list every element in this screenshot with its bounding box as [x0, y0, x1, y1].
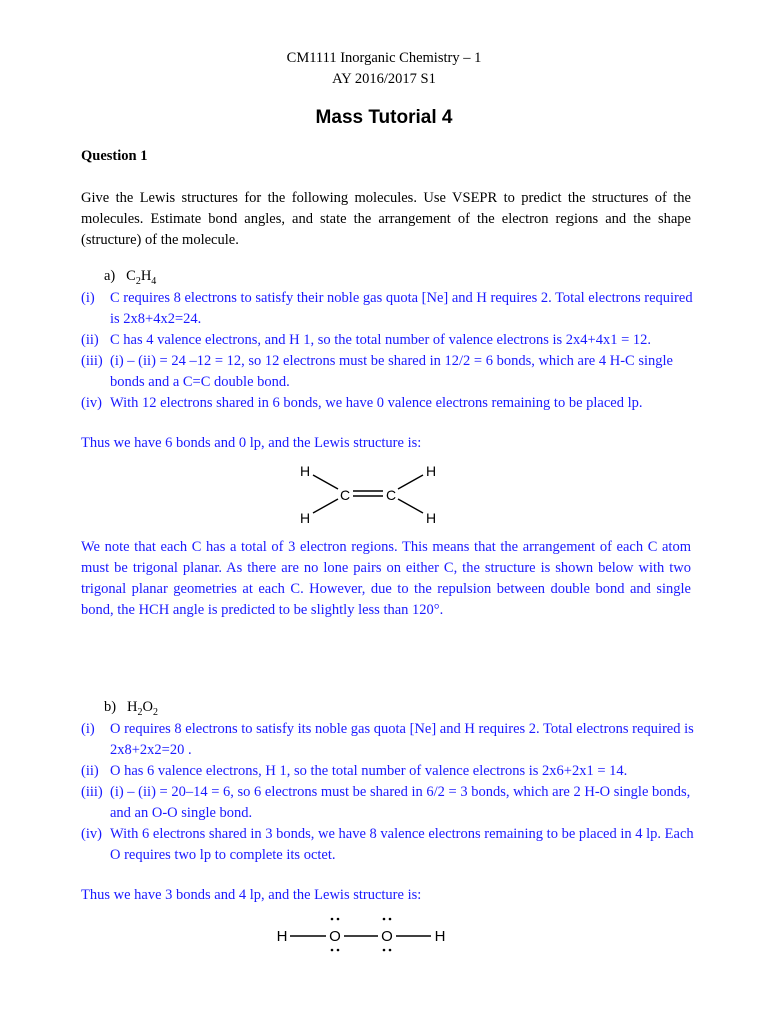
part-a-item	[81, 393, 701, 414]
part-b-lewis-intro: Thus we have 3 bonds and 4 lp, and the Lewis structure is:	[81, 887, 422, 903]
course-line: CM1111 Inorganic Chemistry – 1	[286, 50, 482, 66]
atom-h: H	[425, 463, 437, 479]
atom-o: O	[329, 928, 341, 945]
atom-h: H	[434, 928, 446, 945]
item-text: (i) – (ii) = 24 –12 = 12, so 12 electrons must be shared in 12/2 = 6 bonds, which are 4 H-C single bonds and a C=C double bond.	[110, 353, 673, 390]
item-number: (ii)	[81, 332, 99, 348]
part-a-label: a)	[104, 268, 116, 284]
part-b-item	[81, 824, 701, 866]
page-title: Mass Tutorial 4	[315, 107, 453, 128]
question-prompt: Give the Lewis structures for the following molecules. Use VSEPR to predict the structures of the molecules. Estimate bond angles, and state the arrangement of the electron regions and the shape (structure) of the molecule.	[81, 190, 691, 248]
item-text: O has 6 valence electrons, H 1, so the total number of valence electrons is 2x6+2x1 = 14.	[110, 763, 628, 779]
item-number: (iii)	[81, 353, 103, 369]
item-number: (i)	[81, 721, 95, 737]
part-a-item	[81, 351, 701, 393]
part-a-lewis-intro: Thus we have 6 bonds and 0 lp, and the Lewis structure is:	[81, 435, 422, 451]
atom-c: C	[385, 487, 397, 503]
item-number: (iv)	[81, 395, 102, 411]
item-number: (iv)	[81, 826, 102, 842]
peroxide-lewis-structure	[270, 912, 460, 956]
atom-h: H	[425, 510, 437, 526]
item-text: (i) – (ii) = 20–14 = 6, so 6 electrons must be shared in 6/2 = 3 bonds, which are 2 H-O single bonds, and an O-O single bond.	[110, 784, 691, 821]
part-a-formula: $C_2H_4$	[126, 268, 157, 287]
part-b-formula: $H_2O_2$	[126, 699, 158, 718]
atom-c: C	[339, 487, 351, 503]
part-a-item	[81, 288, 701, 330]
part-b-heading	[104, 699, 158, 718]
part-b-label: b)	[104, 699, 117, 715]
item-text: With 6 electrons shared in 3 bonds, we have 8 valence electrons remaining to be placed in 4 lp. Each O requires two lp to complete its octet.	[110, 826, 694, 863]
part-a-heading	[104, 268, 156, 287]
single-bond	[313, 499, 338, 513]
atom-o: O	[381, 928, 393, 945]
ethene-lewis-structure	[290, 458, 450, 530]
part-a-conclusion: We note that each C has a total of 3 electron regions. This means that the arrangement of each C atom must be trigonal planar. As there are no lone pairs on either C, the structure is shown below with two trigonal planar geometries at each C. However, due to the repulsion between double bond and single bond, the HCH angle is predicted to be slightly less than 120°.	[81, 539, 691, 618]
atom-h: H	[299, 463, 311, 479]
part-b-item	[81, 719, 701, 761]
item-number: (ii)	[81, 763, 99, 779]
single-bond	[398, 475, 423, 489]
question-heading: Question 1	[81, 148, 148, 164]
atom-h: H	[299, 510, 311, 526]
part-a-item	[81, 330, 701, 351]
part-b-item	[81, 761, 701, 782]
part-b-item	[81, 782, 701, 824]
item-text: C has 4 valence electrons, and H 1, so the total number of valence electrons is 2x4+4x1 = 12.	[110, 332, 652, 348]
item-text: C requires 8 electrons to satisfy their noble gas quota [Ne] and H requires 2. Total electrons required is 2x8+4x2=24.	[110, 290, 693, 327]
term-line: AY 2016/2017 S1	[332, 71, 436, 87]
item-text: O requires 8 electrons to satisfy its noble gas quota [Ne] and H requires 2. Total electrons required is 2x8+2x2=20 .	[110, 721, 694, 758]
single-bond	[313, 475, 338, 489]
item-number: (i)	[81, 290, 95, 306]
item-number: (iii)	[81, 784, 103, 800]
atom-h: H	[276, 928, 288, 945]
item-text: With 12 electrons shared in 6 bonds, we have 0 valence electrons remaining to be placed lp.	[110, 395, 643, 411]
single-bond	[398, 499, 423, 513]
